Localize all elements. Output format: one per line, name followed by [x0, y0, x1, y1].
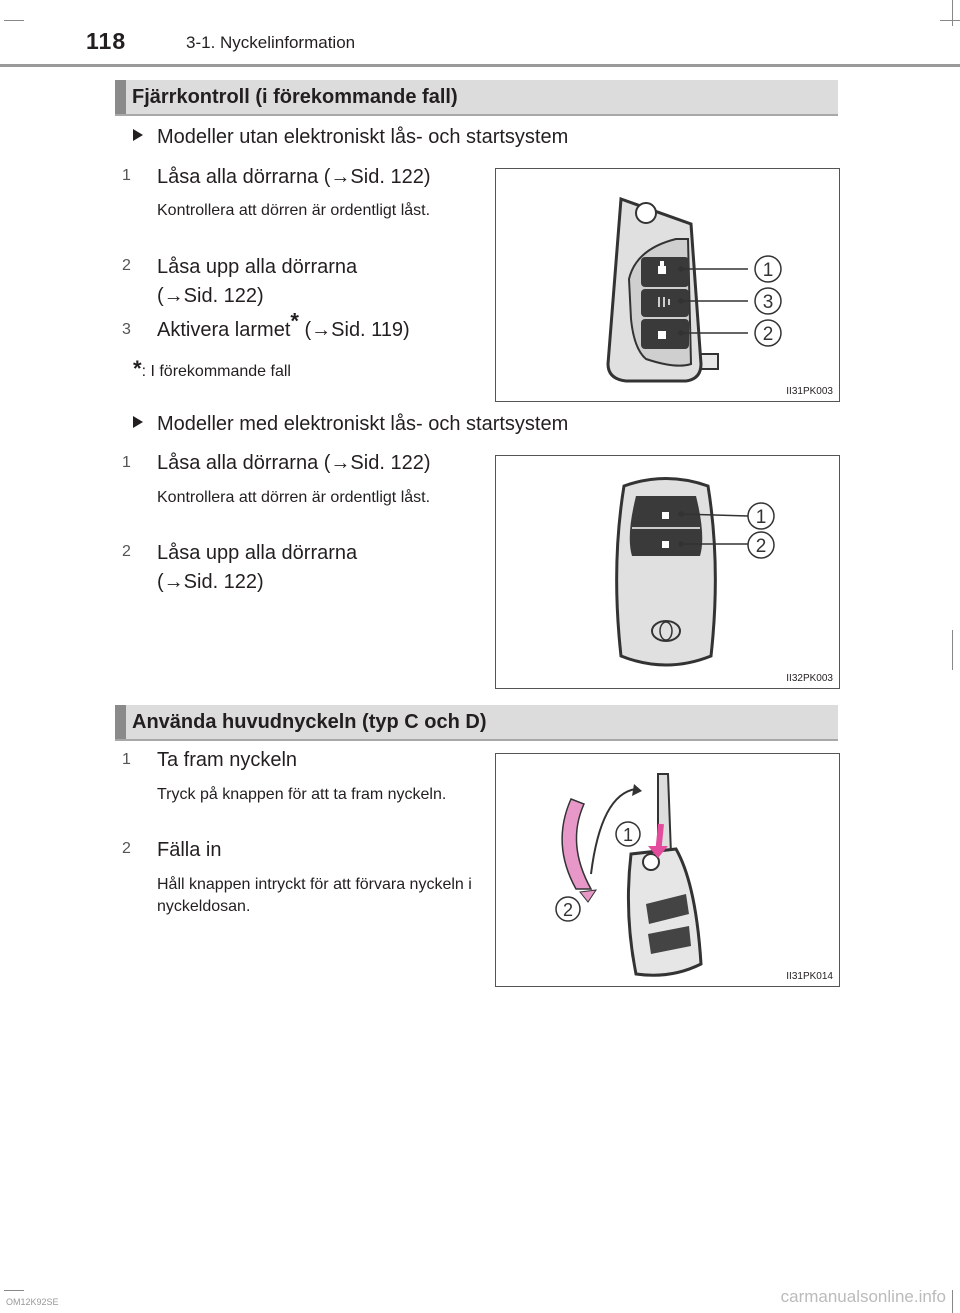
- item-number: 1: [122, 751, 131, 768]
- page-number: 118: [86, 28, 127, 54]
- footer-code: OM12K92SE: [6, 1297, 59, 1307]
- callout-label: 2: [755, 536, 767, 557]
- section-title: Fjärrkontroll (i förekommande fall): [132, 86, 458, 108]
- item-desc: Kontrollera att dörren är ordentligt låst.: [157, 202, 431, 219]
- watermark-text: carmanualsonline.info: [780, 1287, 946, 1306]
- subsection-heading-a: Modeller utan elektroniskt lås- och startsystem: [133, 126, 568, 149]
- callout-label: 1: [755, 507, 767, 528]
- triangle-bullet-icon: [133, 416, 143, 428]
- item-number: 2: [122, 543, 131, 560]
- item-take-out-key: Ta fram nyckeln: [157, 749, 298, 771]
- item-number: 2: [122, 257, 131, 274]
- item-number: 1: [122, 454, 131, 471]
- item-lock-all: Låsa alla dörrarna (→Sid. 122): [157, 452, 431, 474]
- section-heading-master-key: [115, 705, 838, 741]
- footnote: *: I förekommande fall: [133, 356, 291, 381]
- callout-label: 2: [762, 324, 774, 345]
- item-number: 1: [122, 167, 131, 184]
- item-unlock-all: Låsa upp alla dörrarna (→Sid. 122): [157, 256, 358, 307]
- figure-code: II32PK003: [786, 673, 833, 684]
- callout-label: 1: [762, 260, 774, 281]
- figure-remote-key: [495, 168, 840, 402]
- chapter-title: 3-1. Nyckelinformation: [186, 33, 356, 52]
- section-title: Använda huvudnyckeln (typ C och D): [132, 711, 487, 733]
- header-rule: [0, 64, 960, 67]
- item-fold-in: Fälla in: [157, 839, 222, 861]
- subsection-heading-b: Modeller med elektroniskt lås- och startsystem: [133, 413, 568, 436]
- figure-code: II31PK014: [786, 971, 833, 982]
- item-desc: Håll knappen intryckt för att förvara nyckeln i nyckeldosan.: [157, 876, 472, 915]
- figure-code: II31PK003: [786, 386, 833, 397]
- section-heading-remote: [115, 80, 838, 116]
- figure-master-key: [495, 753, 840, 987]
- callout-label: 1: [622, 825, 634, 845]
- item-unlock-all: Låsa upp alla dörrarna (→Sid. 122): [157, 542, 358, 593]
- item-number: 2: [122, 840, 131, 857]
- item-desc: Kontrollera att dörren är ordentligt låst.: [157, 489, 431, 506]
- callout-label: 2: [562, 900, 574, 920]
- item-desc: Tryck på knappen för att ta fram nyckeln.: [157, 786, 447, 803]
- callout-label: 3: [762, 292, 774, 313]
- item-alarm: Aktivera larmet* (→Sid. 119): [157, 308, 410, 341]
- item-lock-all: Låsa alla dörrarna (→Sid. 122): [157, 166, 431, 188]
- item-number: 3: [122, 321, 131, 338]
- figure-smart-key: [495, 455, 840, 689]
- triangle-bullet-icon: [133, 129, 143, 141]
